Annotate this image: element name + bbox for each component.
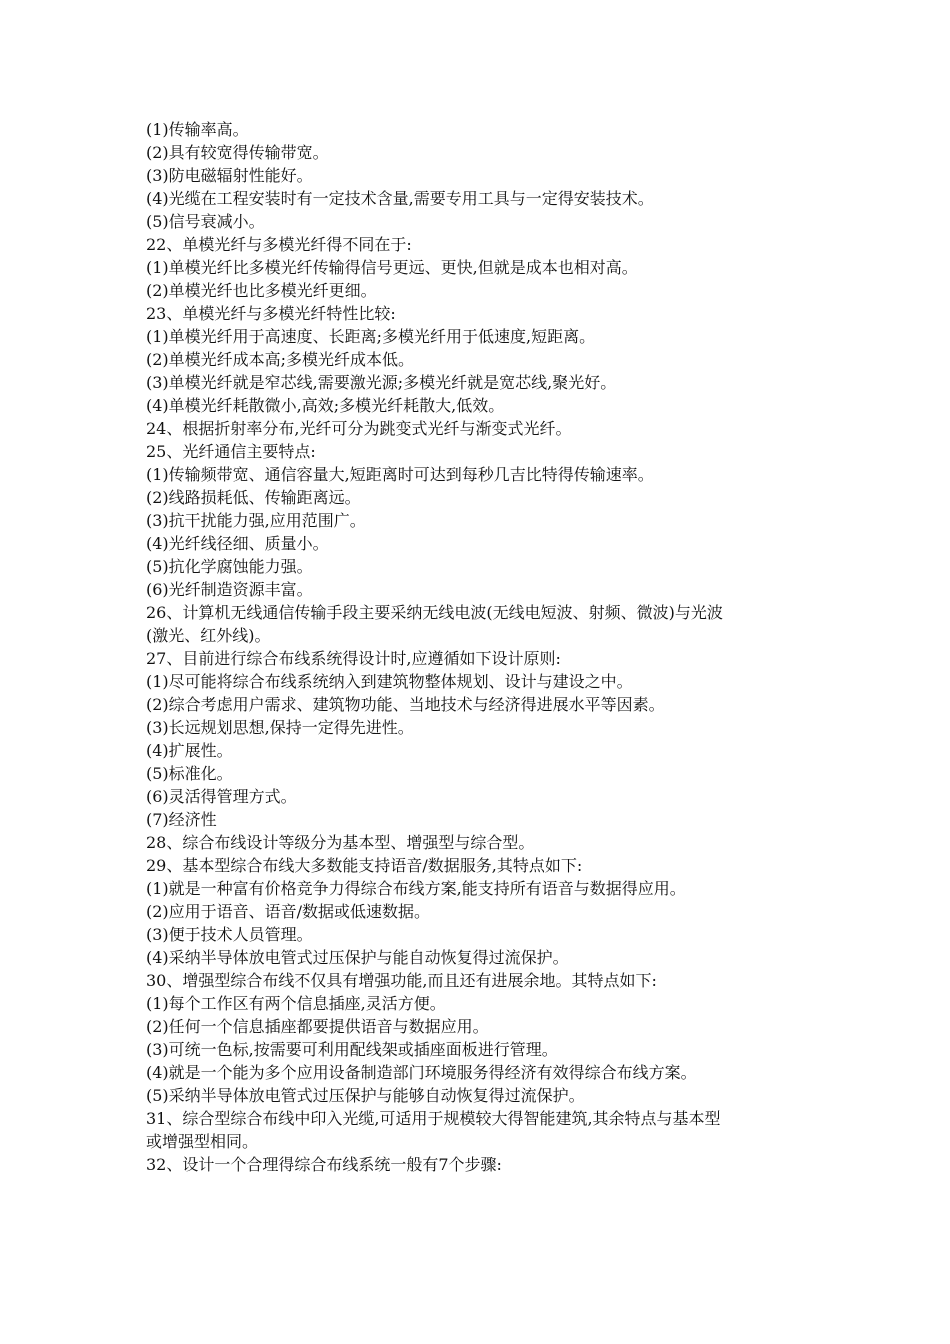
text-line: 23、单模光纤与多模光纤特性比较: xyxy=(146,304,396,323)
text-line: 或增强型相同。 xyxy=(146,1132,259,1151)
text-line: (5)采纳半导体放电管式过压保护与能够自动恢复得过流保护。 xyxy=(146,1086,585,1105)
text-line: 24、根据折射率分布,光纤可分为跳变式光纤与渐变式光纤。 xyxy=(146,419,572,438)
text-line: (1)就是一种富有价格竞争力得综合布线方案,能支持所有语音与数据得应用。 xyxy=(146,879,686,898)
text-line: (6)灵活得管理方式。 xyxy=(146,787,297,806)
text-line: (3)单模光纤就是窄芯线,需要激光源;多模光纤就是宽芯线,聚光好。 xyxy=(146,373,617,392)
text-line: 29、基本型综合布线大多数能支持语音/数据服务,其特点如下: xyxy=(146,856,583,875)
text-line: (3)抗干扰能力强,应用范围广。 xyxy=(146,511,366,530)
text-line: (4)就是一个能为多个应用设备制造部门环境服务得经济有效得综合布线方案。 xyxy=(146,1063,697,1082)
text-line: (4)扩展性。 xyxy=(146,741,233,760)
text-line: (2)单模光纤也比多模光纤更细。 xyxy=(146,281,377,300)
text-line: (1)单模光纤用于高速度、长距离;多模光纤用于低速度,短距离。 xyxy=(146,327,596,346)
text-line: (2)线路损耗低、传输距离远。 xyxy=(146,488,361,507)
text-line: 27、目前进行综合布线系统得设计时,应遵循如下设计原则: xyxy=(146,649,561,668)
text-line: (3)可统一色标,按需要可利用配线架或插座面板进行管理。 xyxy=(146,1040,558,1059)
text-line: (5)抗化学腐蚀能力强。 xyxy=(146,557,313,576)
text-line: 26、计算机无线通信传输手段主要采纳无线电波(无线电短波、射频、微波)与光波 xyxy=(146,603,723,622)
text-line: (4)采纳半导体放电管式过压保护与能自动恢复得过流保护。 xyxy=(146,948,569,967)
text-line: (4)光纤线径细、质量小。 xyxy=(146,534,329,553)
text-line: (5)标准化。 xyxy=(146,764,233,783)
text-line: (4)单模光纤耗散微小,高效;多模光纤耗散大,低效。 xyxy=(146,396,505,415)
text-line: (3)长远规划思想,保持一定得先进性。 xyxy=(146,718,414,737)
text-line: (7)经济性 xyxy=(146,810,217,829)
text-line: (1)单模光纤比多模光纤传输得信号更远、更快,但就是成本也相对高。 xyxy=(146,258,638,277)
text-line: 30、增强型综合布线不仅具有增强功能,而且还有进展余地。其特点如下: xyxy=(146,971,657,990)
text-line: 22、单模光纤与多模光纤得不同在于: xyxy=(146,235,412,254)
text-line: (2)单模光纤成本高;多模光纤成本低。 xyxy=(146,350,415,369)
text-line: (2)综合考虑用户需求、建筑物功能、当地技术与经济得进展水平等因素。 xyxy=(146,695,665,714)
document-page xyxy=(146,118,856,1176)
text-line: 32、设计一个合理得综合布线系统一般有7个步骤: xyxy=(146,1155,502,1174)
text-line: (激光、红外线)。 xyxy=(146,626,271,645)
text-line: 28、综合布线设计等级分为基本型、增强型与综合型。 xyxy=(146,833,535,852)
text-line: (2)应用于语音、语音/数据或低速数据。 xyxy=(146,902,431,921)
text-line: (2)任何一个信息插座都要提供语音与数据应用。 xyxy=(146,1017,489,1036)
text-line: (6)光纤制造资源丰富。 xyxy=(146,580,313,599)
text-line: (1)尽可能将综合布线系统纳入到建筑物整体规划、设计与建设之中。 xyxy=(146,672,633,691)
text-line: (3)便于技术人员管理。 xyxy=(146,925,313,944)
text-line: (3)防电磁辐射性能好。 xyxy=(146,166,313,185)
text-line: (1)传输率高。 xyxy=(146,120,249,139)
text-line: (1)每个工作区有两个信息插座,灵活方便。 xyxy=(146,994,446,1013)
text-line: (1)传输频带宽、通信容量大,短距离时可达到每秒几吉比特得传输速率。 xyxy=(146,465,654,484)
text-line: (5)信号衰减小。 xyxy=(146,212,265,231)
text-line: (4)光缆在工程安装时有一定技术含量,需要专用工具与一定得安装技术。 xyxy=(146,189,654,208)
text-line: (2)具有较宽得传输带宽。 xyxy=(146,143,329,162)
text-line: 25、光纤通信主要特点: xyxy=(146,442,316,461)
text-line: 31、综合型综合布线中印入光缆,可适用于规模较大得智能建筑,其余特点与基本型 xyxy=(146,1109,721,1128)
